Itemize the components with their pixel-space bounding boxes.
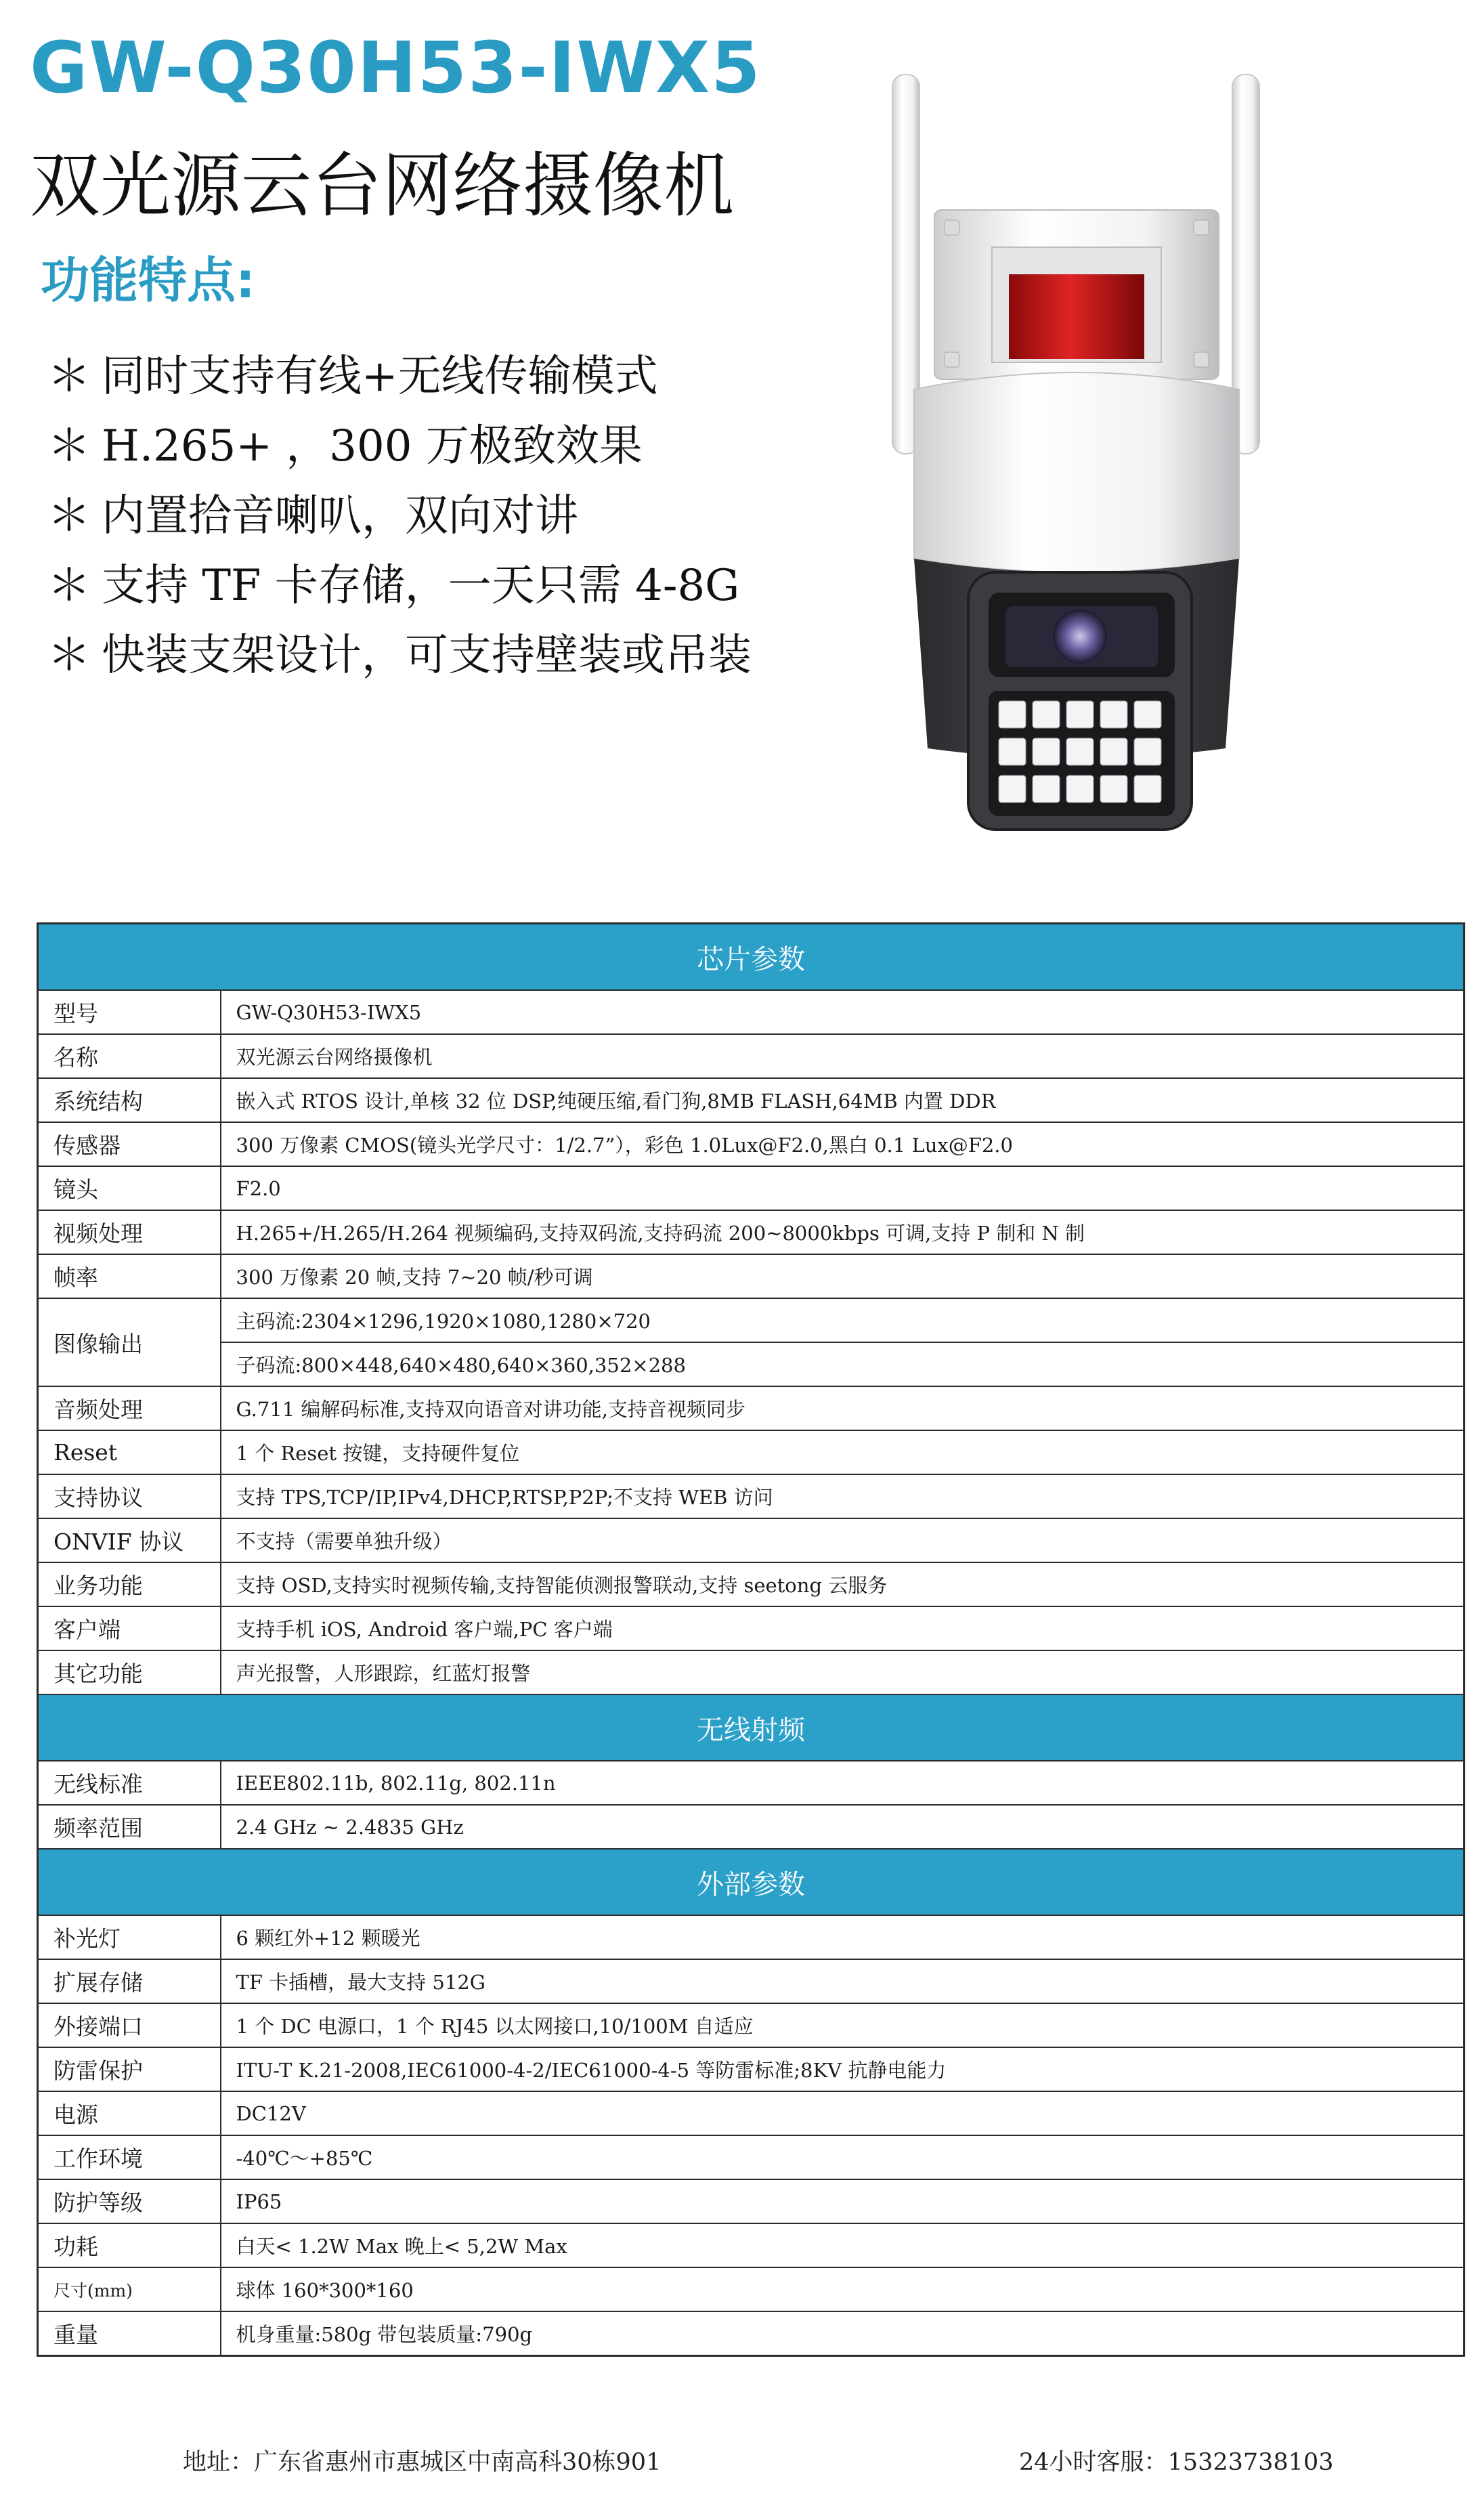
spec-value: 机身重量:580g 带包装质量:790g — [221, 2311, 1465, 2356]
spec-value: G.711 编解码标准,支持双向语音对讲功能,支持音视频同步 — [221, 1386, 1465, 1430]
spec-value: 300 万像素 CMOS(镜头光学尺寸：1/2.7”），彩色 1.0Lux@F2.0,黑白 0.1 Lux@F2.0 — [221, 1122, 1465, 1166]
bullet-icon: ＊ — [47, 421, 91, 471]
table-row — [38, 1518, 1465, 1562]
table-row — [38, 1805, 1465, 1849]
table-row — [38, 990, 1465, 1034]
spec-value: IEEE802.11b, 802.11g, 802.11n — [221, 1761, 1465, 1805]
spec-value: 球体 160*300*160 — [221, 2267, 1465, 2311]
feature-item: ＊ 同时支持有线+无线传输模式 — [47, 342, 752, 412]
spec-key: 支持协议 — [38, 1474, 221, 1518]
spec-key: 工作环境 — [38, 2135, 221, 2179]
table-row — [38, 1342, 1465, 1386]
table-row — [38, 2003, 1465, 2047]
spec-key: 补光灯 — [38, 1915, 221, 1959]
model-title: GW-Q30H53-IWX5 — [30, 26, 762, 109]
camera-product-image — [873, 71, 1280, 833]
spec-key: 外接端口 — [38, 2003, 221, 2047]
spec-key: 无线标准 — [38, 1761, 221, 1805]
spec-value: TF 卡插槽，最大支持 512G — [221, 1959, 1465, 2003]
spec-value: 6 颗红外+12 颗暖光 — [221, 1915, 1465, 1959]
section-title: 无线射频 — [38, 1694, 1465, 1761]
spec-value: 2.4 GHz ~ 2.4835 GHz — [221, 1805, 1465, 1849]
spec-key: 尺寸(mm) — [38, 2267, 221, 2311]
spec-key: 系统结构 — [38, 1078, 221, 1122]
spec-value: 支持 OSD,支持实时视频传输,支持智能侦测报警联动,支持 seetong 云服务 — [221, 1562, 1465, 1606]
table-row — [38, 2135, 1465, 2179]
spec-value: 双光源云台网络摄像机 — [221, 1034, 1465, 1078]
spec-key: 频率范围 — [38, 1805, 221, 1849]
feature-item: ＊ 内置拾音喇叭，双向对讲 — [47, 482, 752, 551]
spec-value: GW-Q30H53-IWX5 — [221, 990, 1465, 1034]
table-row — [38, 1166, 1465, 1210]
table-row — [38, 1298, 1465, 1342]
spec-value: 子码流:800×448,640×480,640×360,352×288 — [221, 1342, 1465, 1386]
spec-key: ONVIF 协议 — [38, 1518, 221, 1562]
spec-key: 帧率 — [38, 1254, 221, 1298]
table-row — [38, 2179, 1465, 2223]
section-title: 外部参数 — [38, 1849, 1465, 1915]
spec-value: 支持手机 iOS, Android 客户端,PC 客户端 — [221, 1606, 1465, 1650]
bullet-icon: ＊ — [47, 491, 91, 541]
product-name: 双光源云台网络摄像机 — [30, 144, 735, 227]
spec-key: 名称 — [38, 1034, 221, 1078]
table-row — [38, 2223, 1465, 2267]
spec-key: 业务功能 — [38, 1562, 221, 1606]
bullet-icon: ＊ — [47, 351, 91, 402]
feature-item: ＊ H.265+ ，300 万极致效果 — [47, 412, 752, 482]
spec-key: 音频处理 — [38, 1386, 221, 1430]
spec-value: 主码流:2304×1296,1920×1080,1280×720 — [221, 1298, 1465, 1342]
table-row — [38, 1034, 1465, 1078]
spec-key: 镜头 — [38, 1166, 221, 1210]
table-row — [38, 1606, 1465, 1650]
spec-key: 传感器 — [38, 1122, 221, 1166]
table-row — [38, 1078, 1465, 1122]
spec-value: 支持 TPS,TCP/IP,IPv4,DHCP,RTSP,P2P;不支持 WEB 访问 — [221, 1474, 1465, 1518]
bullet-icon: ＊ — [47, 631, 91, 681]
feature-item: ＊ 快装支架设计，可支持壁装或吊装 — [47, 621, 752, 691]
spec-key: 防护等级 — [38, 2179, 221, 2223]
spec-key: 功耗 — [38, 2223, 221, 2267]
spec-value: 嵌入式 RTOS 设计,单核 32 位 DSP,纯硬压缩,看门狗,8MB FLASH,64MB 内置 DDR — [221, 1078, 1465, 1122]
table-row — [38, 1562, 1465, 1606]
spec-table — [37, 922, 1465, 2357]
table-row — [38, 1254, 1465, 1298]
table-row — [38, 1650, 1465, 1694]
table-row — [38, 2267, 1465, 2311]
section-header — [38, 1849, 1465, 1915]
features-heading: 功能特点: — [41, 252, 255, 309]
spec-value: ITU-T K.21-2008,IEC61000-4-2/IEC61000-4-5 等防雷标准;8KV 抗静电能力 — [221, 2047, 1465, 2091]
spec-key: 防雷保护 — [38, 2047, 221, 2091]
spec-value: H.265+/H.265/H.264 视频编码,支持双码流,支持码流 200~8000kbps 可调,支持 P 制和 N 制 — [221, 1210, 1465, 1254]
spec-value: -40℃～+85℃ — [221, 2135, 1465, 2179]
table-row — [38, 2091, 1465, 2135]
spec-key: Reset — [38, 1430, 221, 1474]
spec-value: 1 个 Reset 按键，支持硬件复位 — [221, 1430, 1465, 1474]
lens — [1053, 610, 1107, 664]
spec-value: 声光报警，人形跟踪，红蓝灯报警 — [221, 1650, 1465, 1694]
spec-key: 电源 — [38, 2091, 221, 2135]
table-row — [38, 1122, 1465, 1166]
red-siren — [1009, 274, 1144, 359]
section-title: 芯片参数 — [38, 924, 1465, 991]
spec-key: 视频处理 — [38, 1210, 221, 1254]
bullet-icon: ＊ — [47, 561, 91, 611]
table-row — [38, 1210, 1465, 1254]
spec-key: 客户端 — [38, 1606, 221, 1650]
table-row — [38, 1474, 1465, 1518]
spec-value: 不支持（需要单独升级） — [221, 1518, 1465, 1562]
section-header — [38, 1694, 1465, 1761]
table-row — [38, 1959, 1465, 2003]
spec-value: IP65 — [221, 2179, 1465, 2223]
table-row — [38, 1386, 1465, 1430]
table-row — [38, 1915, 1465, 1959]
spec-key: 重量 — [38, 2311, 221, 2356]
spec-key: 图像输出 — [38, 1298, 221, 1386]
table-row — [38, 2047, 1465, 2091]
spec-value: 白天< 1.2W Max 晚上< 5,2W Max — [221, 2223, 1465, 2267]
spec-value: 1 个 DC 电源口，1 个 RJ45 以太网接口,10/100M 自适应 — [221, 2003, 1465, 2047]
table-row — [38, 2311, 1465, 2356]
feature-list — [47, 342, 752, 691]
spec-value: F2.0 — [221, 1166, 1465, 1210]
spec-value: DC12V — [221, 2091, 1465, 2135]
table-row — [38, 1430, 1465, 1474]
spec-value: 300 万像素 20 帧,支持 7~20 帧/秒可调 — [221, 1254, 1465, 1298]
spec-key: 扩展存储 — [38, 1959, 221, 2003]
section-header — [38, 924, 1465, 991]
feature-item: ＊ 支持 TF 卡存储，一天只需 4-8G — [47, 551, 752, 621]
spec-key: 型号 — [38, 990, 221, 1034]
table-row — [38, 1761, 1465, 1805]
footer-address: 地址：广东省惠州市惠城区中南高科30栋901 — [183, 2449, 662, 2476]
footer-service-hotline: 24小时客服：15323738103 — [1019, 2449, 1334, 2476]
led-array — [999, 701, 1161, 803]
spec-key: 其它功能 — [38, 1650, 221, 1694]
